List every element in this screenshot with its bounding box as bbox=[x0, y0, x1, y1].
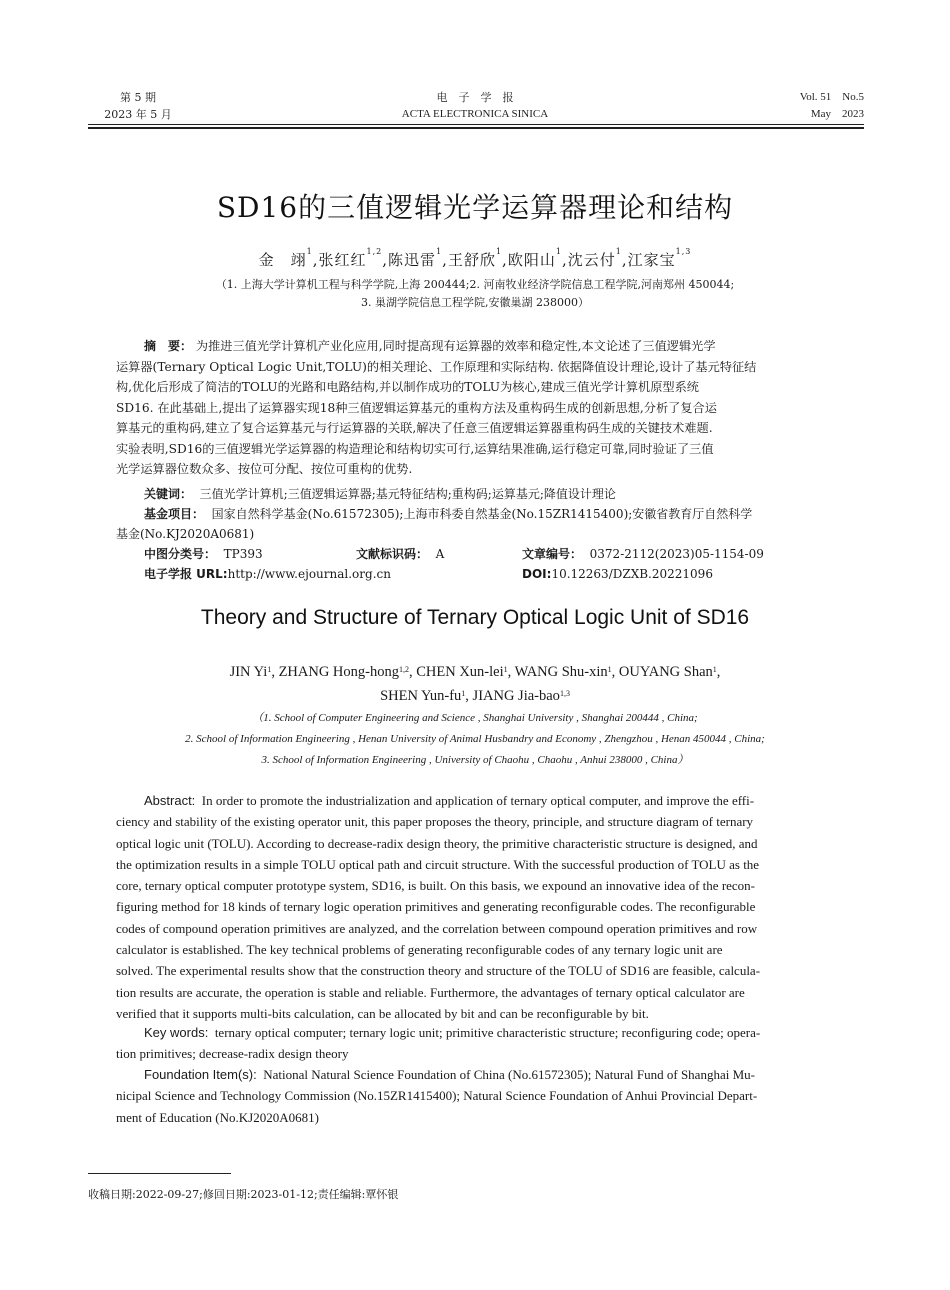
author-list-en-line1: JIN Yi$^1$, ZHANG Hong-hong$^{1,2}$, CHEN Xun-lei$^1$, WANG Shu-xin$^1$, OUYANG Shan$^1$, bbox=[229, 664, 721, 680]
affiliation-cn-line1: （1. 上海大学计算机工程与科学学院,上海 200444;2. 河南牧业经济学院信息工程学院,河南郑州 450044; bbox=[215, 278, 735, 291]
author-cn: 金 翊$^1$ bbox=[258, 247, 313, 269]
author-cn: 江家宝$^{1,3}$ bbox=[627, 247, 692, 269]
article-number: 文章编号： 0372-2112(2023)05-1154-09 bbox=[522, 547, 764, 561]
header-center bbox=[325, 89, 625, 123]
journal-url-link[interactable]: http://www.ejournal.org.cn bbox=[227, 567, 391, 581]
abstract-cn: 摘 要： 为推进三值光学计算机产业化应用,同时提高现有运算器的效率和稳定性,本文论述了三值逻辑光学 运算器(Ternary Optical Logic Unit,TOLU)的相关理论、工作原理和实际结构. 依据降值设计理论,设计了基元特征结 构,优化后形成了简洁的TOLU的光路和电路结构,并以制作成功的TOLU为核心,建成三值光学计算机原型系统 SD16. 在此基础上,提出了运算器实现18种三值逻辑运算基元的重构方法及重构码生成的创新思想,分析了复合运 算基元的重构码,建立了复合运算基元与行运算器的关联,解决了任意三值逻辑运算器重构码生成的关键技术难题. 实验表明,SD16的三值逻辑光学运算器的构造理论和结构切实可行,运算结果准确,运行稳定可靠,同时验证了三值 光学运算器位数众多、按位可分配、按位可重构的优势. bbox=[116, 339, 757, 476]
paper-title-en: Theory and Structure of Ternary Optical Logic Unit of SD16 bbox=[200, 606, 750, 629]
author-en: WANG Shu-xin$^1$ bbox=[514, 664, 612, 680]
doi: DOI:10.12263/DZXB.20221096 bbox=[522, 567, 713, 581]
author-cn: 欧阳山$^1$ bbox=[507, 247, 562, 269]
journal-name-cn: 电 子 学 报 bbox=[436, 91, 514, 104]
author-cn: 张红红$^{1,2}$ bbox=[318, 247, 383, 269]
abstract-en-label: Abstract: bbox=[144, 793, 196, 808]
keywords-cn: 关键词： 三值光学计算机;三值逻辑运算器;基元特征结构;重构码;运算基元;降值设计理论 bbox=[144, 487, 616, 501]
header-issue: 第 5 期 bbox=[120, 91, 156, 104]
doc-code: 文献标识码： A bbox=[356, 547, 445, 561]
author-list-cn: 金 翊$^1$,张红红$^{1,2}$,陈迅雷$^1$,王舒欣$^1$,欧阳山$^1$,沈云付$^1$,江家宝$^{1,3}$ bbox=[258, 247, 692, 269]
author-en: ZHANG Hong-hong$^{1,2}$ bbox=[278, 664, 409, 680]
author-en: OUYANG Shan$^1$ bbox=[618, 664, 717, 680]
affiliation-en-line3: 3. School of Information Engineering , University of Chaohu , Chaohu , Anhui 238000 , China） bbox=[261, 754, 689, 766]
author-en: JIN Yi$^1$ bbox=[229, 664, 272, 680]
author-cn: 王舒欣$^1$ bbox=[447, 247, 503, 269]
journal-url: 电子学报 URL:http://www.ejournal.org.cn bbox=[144, 567, 391, 581]
paper-title-cn: SD16的三值逻辑光学运算器理论和结构 bbox=[216, 191, 734, 224]
author-en: SHEN Yun-$fu^1$ bbox=[380, 688, 466, 704]
foundation-en: Foundation Item(s): National Natural Science Foundation of China (No.61572305); Natural Fund of Shanghai Mu- nicipal Science and Technology Commission (No.15ZR1415400); Natural Science Foundation of Anhui Provincial Depart- ment of Education (No.KJ2020A0681) bbox=[116, 1067, 758, 1125]
keywords-en: Key words: ternary optical computer; ternary logic unit; primitive characteristic structure; reconfiguring code; opera- tion primitives; decrease-radix design theory bbox=[116, 1025, 761, 1062]
header-rule-thick bbox=[88, 127, 864, 129]
clc-number: 中图分类号： TP393 bbox=[144, 547, 263, 561]
affiliation-en-line1: （1. School of Computer Engineering and Science , Shanghai University , Shanghai 200444 , China; bbox=[252, 712, 698, 724]
header-volume: Vol. 51 No.5 bbox=[799, 91, 864, 103]
affiliation-en-line2: 2. School of Information Engineering , Henan University of Animal Husbandry and Economy , Zhengzhou , Henan 450044 , China; bbox=[185, 733, 765, 745]
doi-link[interactable]: 10.12263/DZXB.20221096 bbox=[551, 567, 713, 581]
abstract-cn-label: 摘 要： bbox=[144, 339, 193, 353]
fund-cn: 基金项目： 国家自然科学基金(No.61572305);上海市科委自然基金(No.15ZR1415400);安徽省教育厅自然科学 基金(No.KJ2020A0681) bbox=[116, 507, 753, 541]
footnote-rule bbox=[88, 1173, 231, 1174]
header-date-en: May 2023 bbox=[810, 108, 864, 120]
header-date-cn: 2023 年 5 月 bbox=[104, 108, 172, 121]
author-cn: 陈迅雷$^1$ bbox=[388, 247, 443, 269]
author-cn: 沈云付$^1$ bbox=[567, 247, 622, 269]
author-en: CHEN Xun-lei$^1$ bbox=[416, 664, 508, 680]
journal-name-en: ACTA ELECTRONICA SINICA bbox=[401, 108, 549, 120]
affiliation-cn-line2: 3. 巢湖学院信息工程学院,安徽巢湖 238000） bbox=[361, 296, 589, 309]
abstract-en: Abstract: In order to promote the industrialization and application of ternary optical computer, and improve the effi- ciency and stability of the existing operator unit, this paper proposes the theory, principle, and structure diagram of ternary optical logic unit (TOLU). According to decrease-radix design theory, the primitive characteristic structure is designed, and the optimization results in a simple TOLU optical path and circuit structure. With the successful production of TOLU as the core, ternary optical computer prototype system, SD16, is built. On this basis, we expound an innovative idea of the recon- figuring method for 18 kinds of ternary logic operation primitives and generating reconfigurable codes. The reconfigurable codes of compound operation primitives are analyzed, and the correlation between compound operation primitives and row calculator is established. The key technical problems of generating reconfigurable codes of any ternary logic unit are solved. The experimental results show that the construction theory and structure of the TOLU of SD16 are feasible, calcula- tion results are accurate, the operation is stable and reliable. Furthermore, the advantages of ternary optical calculator are verified that it supports multi-bits calculation, can be allocated by bit and can be reconfigurable by bit. bbox=[116, 793, 761, 1021]
footnote-dates: 收稿日期:2022-09-27;修回日期:2023-01-12;责任编辑:覃怀银 bbox=[88, 1188, 399, 1201]
header-rule-thin bbox=[88, 124, 864, 125]
author-en: JIANG Jia-bao$^{1,3}$ bbox=[472, 688, 570, 704]
header-right bbox=[760, 89, 864, 123]
header-left bbox=[88, 89, 188, 123]
author-list-en-line2: SHEN Yun-$fu^1$, JIANG Jia-bao$^{1,3}$ bbox=[380, 688, 570, 704]
